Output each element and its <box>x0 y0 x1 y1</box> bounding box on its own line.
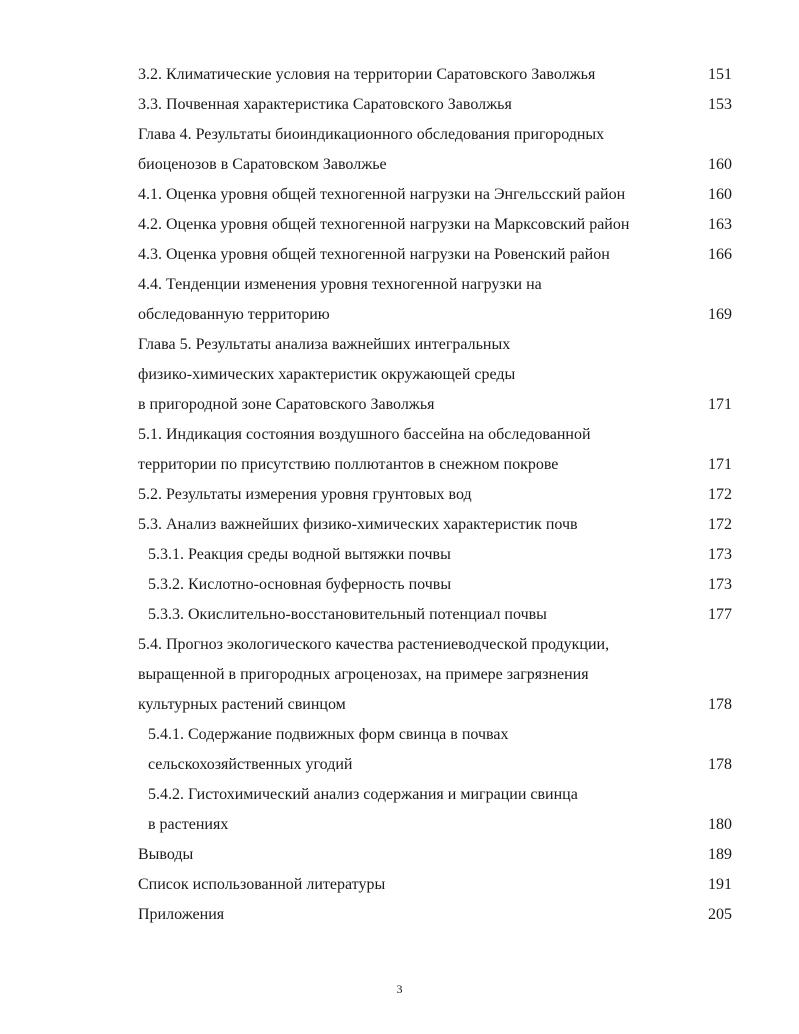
toc-line <box>0 60 799 90</box>
toc-page-number: 180 <box>708 816 732 833</box>
toc-line <box>0 420 799 450</box>
toc-entry-text: в пригородной зоне Саратовского Заволжья <box>138 396 435 413</box>
toc-entry-text: культурных растений свинцом <box>138 696 346 713</box>
toc-entry-text: 5.4. Прогноз экологического качества растениеводческой продукции, <box>138 636 610 653</box>
toc-line <box>0 390 799 420</box>
toc-line <box>0 360 799 390</box>
toc-line <box>0 330 799 360</box>
toc-line <box>0 180 799 210</box>
toc-line <box>0 210 799 240</box>
toc-line <box>0 150 799 180</box>
toc-entry-text: Список использованной литературы <box>138 876 386 893</box>
toc-entry-text: Глава 4. Результаты биоиндикационного обследования пригородных <box>138 126 605 143</box>
toc-entry-text: в растениях <box>148 816 229 833</box>
toc-page-number: 205 <box>708 906 732 923</box>
toc-entry-text: физико-химических характеристик окружающей среды <box>138 366 516 383</box>
toc-entry-text: 4.2. Оценка уровня общей техногенной нагрузки на Марксовский район <box>138 216 630 233</box>
toc-line <box>0 570 799 600</box>
toc-entry-text: 5.4.1. Содержание подвижных форм свинца в почвах <box>148 726 509 743</box>
toc-entry-text: 3.2. Климатические условия на территории Саратовского Заволжья <box>138 66 596 83</box>
toc-line <box>0 540 799 570</box>
toc-page-number: 172 <box>708 516 732 533</box>
toc-page-number: 173 <box>708 576 732 593</box>
toc-page-number: 160 <box>708 186 732 203</box>
toc-entry-text: 5.3. Анализ важнейших физико-химических характеристик почв <box>138 516 578 533</box>
toc-entry-text: биоценозов в Саратовском Заволжье <box>138 156 387 173</box>
toc-page-number: 172 <box>708 486 732 503</box>
toc-line <box>0 750 799 780</box>
toc-page-number: 191 <box>708 876 732 893</box>
toc-line <box>0 630 799 660</box>
toc-page-number: 178 <box>708 696 732 713</box>
toc-entry-text: Приложения <box>138 906 225 923</box>
toc-entry-text: 5.3.2. Кислотно-основная буферность почвы <box>148 576 452 593</box>
toc-page-number: 189 <box>708 846 732 863</box>
toc-entry-text: 5.3.1. Реакция среды водной вытяжки почвы <box>148 546 451 563</box>
toc-entry-text: 5.2. Результаты измерения уровня грунтовых вод <box>138 486 472 503</box>
toc-entry-text: сельскохозяйственных угодий <box>148 756 353 773</box>
toc-line <box>0 900 799 930</box>
toc-entry-text: Выводы <box>138 846 194 863</box>
toc-entry-text: выращенной в пригородных агроценозах, на примере загрязнения <box>138 666 589 683</box>
toc-line <box>0 810 799 840</box>
toc-page-number: 178 <box>708 756 732 773</box>
toc-line <box>0 90 799 120</box>
toc-page-number: 169 <box>708 306 732 323</box>
toc-line <box>0 120 799 150</box>
toc-entry-text: 4.4. Тенденции изменения уровня техногенной нагрузки на <box>138 276 542 293</box>
toc-page-number: 160 <box>708 156 732 173</box>
toc-line <box>0 450 799 480</box>
toc-line <box>0 480 799 510</box>
toc-line <box>0 510 799 540</box>
toc-entry-text: 5.1. Индикация состояния воздушного бассейна на обследованной <box>138 426 591 443</box>
toc-page-number: 171 <box>708 456 732 473</box>
toc-page-number: 151 <box>708 66 732 83</box>
toc-line <box>0 780 799 810</box>
toc-line <box>0 300 799 330</box>
toc-line <box>0 660 799 690</box>
toc-line <box>0 600 799 630</box>
toc-line <box>0 840 799 870</box>
toc-page-number: 173 <box>708 546 732 563</box>
toc-page-number: 171 <box>708 396 732 413</box>
toc-entry-text: обследованную территорию <box>138 306 330 323</box>
toc-line <box>0 690 799 720</box>
toc-entry-text: Глава 5. Результаты анализа важнейших интегральных <box>138 336 511 353</box>
toc-entry-text: 3.3. Почвенная характеристика Саратовского Заволжья <box>138 96 512 113</box>
toc-entry-text: 4.3. Оценка уровня общей техногенной нагрузки на Ровенский район <box>138 246 610 263</box>
toc-page-number: 163 <box>708 216 732 233</box>
toc-line <box>0 240 799 270</box>
toc-page-number: 166 <box>708 246 732 263</box>
toc-page-number: 153 <box>708 96 732 113</box>
toc-line <box>0 720 799 750</box>
toc-entry-text: территории по присутствию поллютантов в снежном покрове <box>138 456 559 473</box>
table-of-contents <box>0 60 799 930</box>
toc-page-number: 177 <box>708 606 732 623</box>
toc-entry-text: 4.1. Оценка уровня общей техногенной нагрузки на Энгельсский район <box>138 186 626 203</box>
page-number-footer: 3 <box>396 982 403 996</box>
toc-line <box>0 270 799 300</box>
toc-entry-text: 5.3.3. Окислительно-восстановительный потенциал почвы <box>148 606 547 623</box>
toc-line <box>0 870 799 900</box>
toc-entry-text: 5.4.2. Гистохимический анализ содержания и миграции свинца <box>148 786 578 803</box>
